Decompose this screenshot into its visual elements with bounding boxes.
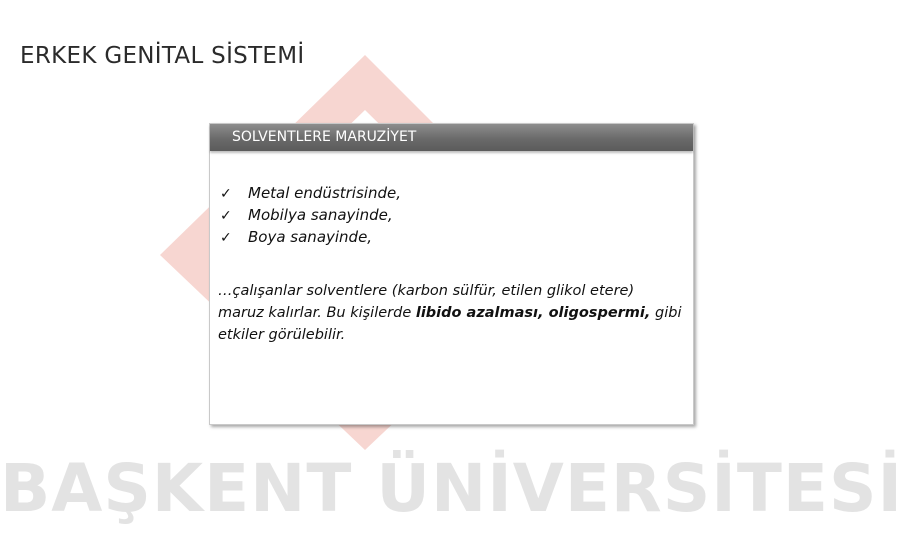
content-box xyxy=(209,123,694,425)
body-paragraph xyxy=(218,280,683,346)
paragraph-text-part1: …çalışanlar solventlere (karbon sülfür, etilen glikol etere) maruz kalırlar. Bu kişilerde xyxy=(218,283,635,321)
checkmark-icon: ✓ xyxy=(220,186,232,202)
check-list xyxy=(220,182,401,248)
watermark-text: BAŞKENT ÜNİVERSİTESİ xyxy=(0,450,903,527)
slide-title: ERKEK GENİTAL SİSTEMİ xyxy=(20,43,305,69)
checkmark-icon: ✓ xyxy=(220,208,232,224)
list-item xyxy=(220,182,401,204)
paragraph-text-part2: gibi etkiler görülebilir. xyxy=(218,305,682,343)
list-item-text: Metal endüstrisinde, xyxy=(248,184,401,202)
checkmark-icon: ✓ xyxy=(220,230,232,246)
paragraph-bold-text: libido azalması, oligospermi, xyxy=(415,305,651,321)
list-item-text: Mobilya sanayinde, xyxy=(248,206,393,224)
list-item xyxy=(220,226,401,248)
list-item-text: Boya sanayinde, xyxy=(248,228,373,246)
list-item xyxy=(220,204,401,226)
box-header: SOLVENTLERE MARUZİYET xyxy=(210,124,693,151)
